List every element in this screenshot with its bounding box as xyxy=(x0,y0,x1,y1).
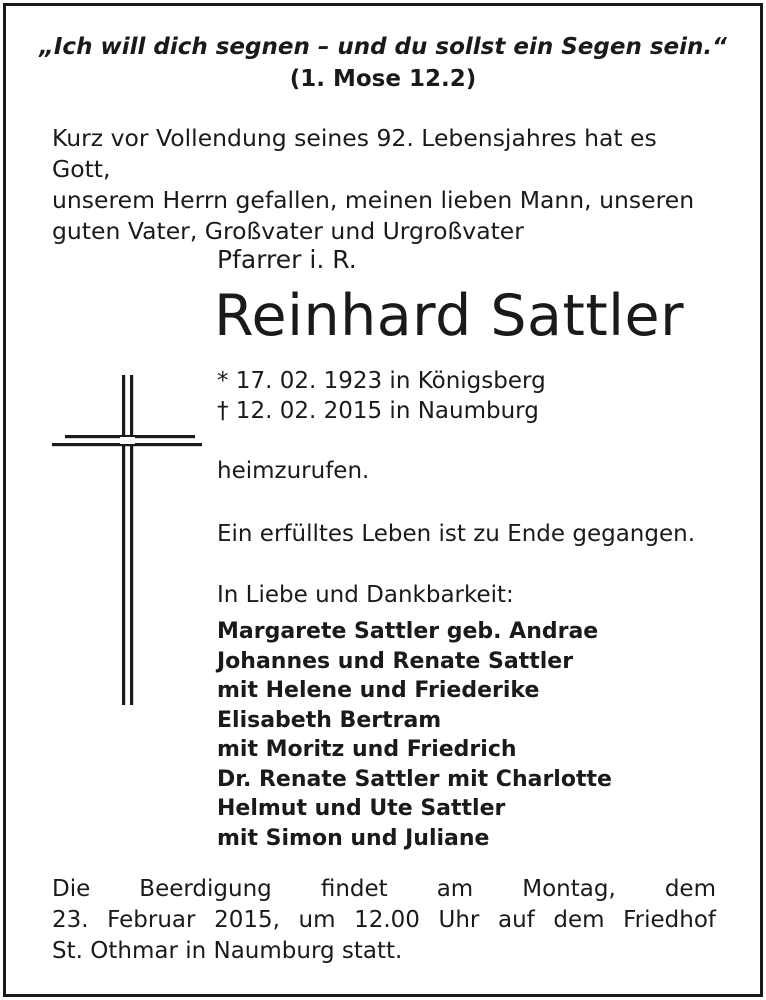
funeral-line: 23. Februar 2015, um 12.00 Uhr auf dem Friedhof xyxy=(52,907,716,933)
birth-date: * 17. 02. 1923 in Königsberg xyxy=(217,368,546,394)
mourner-line: Johannes und Renate Sattler xyxy=(217,648,574,674)
funeral-line: Die Beerdigung findet am Montag, dem xyxy=(52,876,716,902)
mourner-line: Dr. Renate Sattler mit Charlotte xyxy=(217,766,612,792)
life-dates xyxy=(217,366,546,426)
bible-reference: (1. Mose 12.2) xyxy=(289,66,477,92)
deceased-name: Reinhard Sattler xyxy=(214,283,685,349)
death-date: † 12. 02. 2015 in Naumburg xyxy=(217,398,539,424)
intro-line: Kurz vor Vollendung seines 92. Lebensjahres hat es Gott, xyxy=(52,124,657,183)
mourners-list xyxy=(217,617,612,853)
mourner-line: Elisabeth Bertram xyxy=(217,707,442,733)
bible-quote: „Ich will dich segnen – und du sollst ein Segen sein.“ xyxy=(39,34,727,60)
double-line-latin-cross-icon xyxy=(52,375,202,705)
intro-text xyxy=(52,123,717,247)
mourner-line: Margarete Sattler geb. Andrae xyxy=(217,619,599,644)
funeral-notice xyxy=(52,874,716,967)
mourner-line: mit Helene und Friederike xyxy=(217,678,540,703)
funeral-line: St. Othmar in Naumburg statt. xyxy=(52,938,403,964)
mourner-line: mit Simon und Juliane xyxy=(217,825,490,851)
mourner-line: Helmut und Ute Sattler xyxy=(217,796,506,821)
intro-line: guten Vater, Großvater und Urgroßvater xyxy=(52,217,524,245)
love-gratitude-text: In Liebe und Dankbarkeit: xyxy=(217,582,514,608)
heimzurufen-text: heimzurufen. xyxy=(217,458,370,484)
mourner-line: mit Moritz und Friedrich xyxy=(217,737,517,762)
deceased-title: Pfarrer i. R. xyxy=(217,245,357,274)
intro-line: unserem Herrn gefallen, meinen lieben Mann, unseren xyxy=(52,186,695,214)
fulfilled-life-text: Ein erfülltes Leben ist zu Ende gegangen. xyxy=(217,521,696,547)
